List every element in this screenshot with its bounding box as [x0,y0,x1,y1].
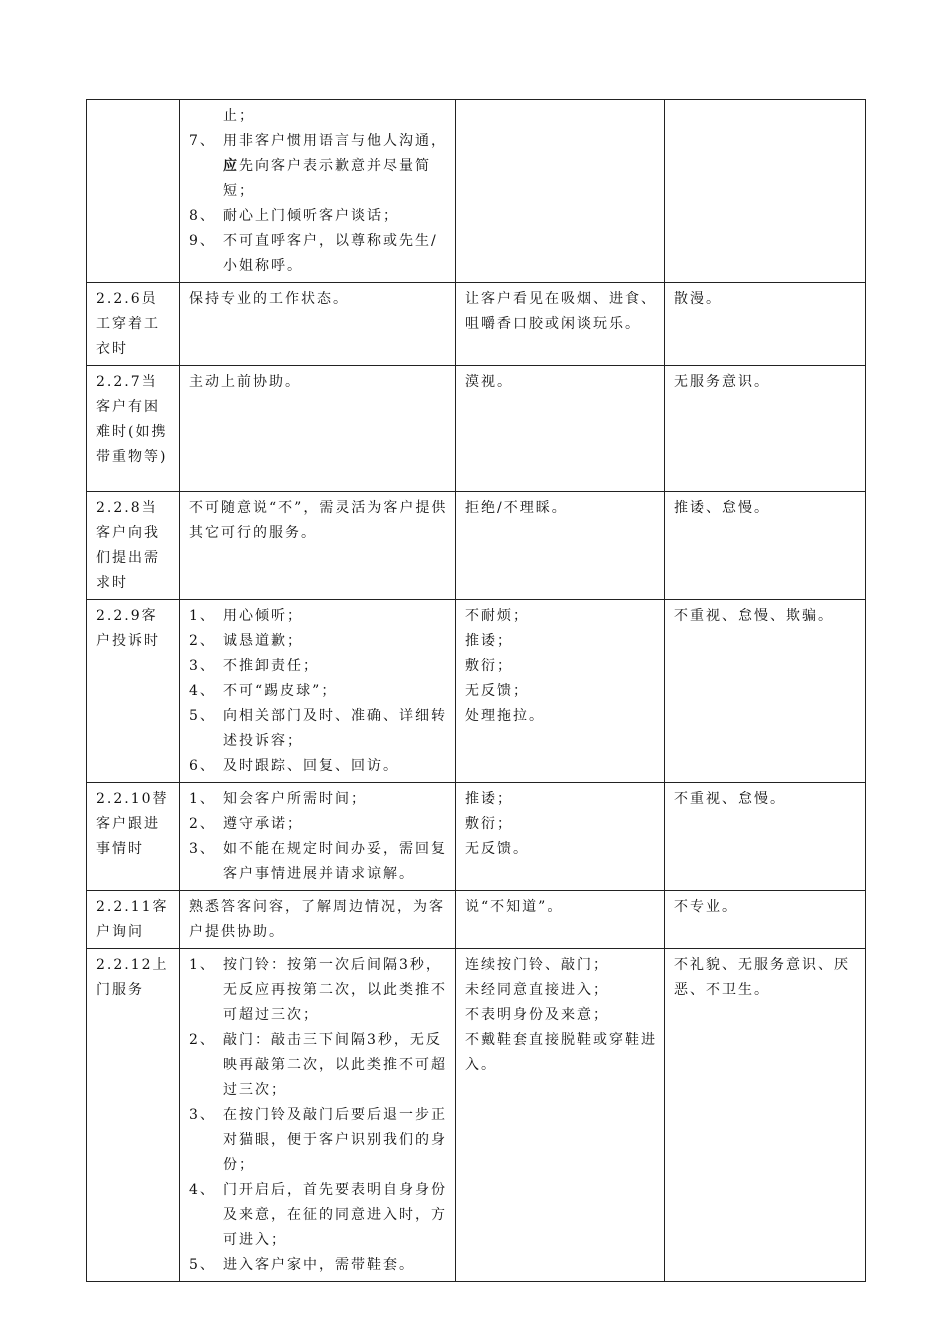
list-item: 8、 耐心上门倾听客户谈话； [189,208,399,224]
list-item: 4、 门开启后，首先要表明自身身份及来意，在征的同意进入时，方可进入； [189,1182,447,1248]
service-standards-table [86,99,866,1282]
list-item: 2、 敲门：敲击三下间隔3秒，无反映再敲第二次，以此类推不可超过三次； [189,1032,447,1098]
avoid-cell [665,100,866,283]
list-item: 3、 不推卸责任； [189,658,319,674]
emphasis-text: 应 [223,158,239,174]
scene-cell: 2.2.12上门服务 [87,949,180,1282]
dont-line: 未经同意直接进入； [465,982,609,998]
scene-cell: 2.2.10替客户跟进事情时 [87,783,180,891]
list-item: 2、 诚恳道歉； [189,633,303,649]
avoid-cell: 不重视、怠慢、欺骗。 [665,600,866,783]
dont-line: 推诿； [465,791,513,807]
dont-line: 不戴鞋套直接脱鞋或穿鞋进入。 [465,1032,657,1073]
dont-line: 推诿； [465,633,513,649]
scene-cell: 2.2.7当客户有困难时(如携带重物等) [87,366,180,492]
scene-cell: 2.2.8当客户向我们提出需求时 [87,492,180,600]
do-cell: 保持专业的工作状态。 [180,283,456,366]
list-item: 1、 知会客户所需时间； [189,791,367,807]
dont-cell [456,949,665,1282]
do-cell [180,949,456,1282]
avoid-cell: 散漫。 [665,283,866,366]
dont-line: 处理拖拉。 [465,708,545,724]
table-row [87,600,866,783]
list-item: 5、 向相关部门及时、准确、详细转述投诉容； [189,708,447,749]
do-cell [180,783,456,891]
dont-cell [456,783,665,891]
do-cell: 不可随意说“不”，需灵活为客户提供其它可行的服务。 [180,492,456,600]
avoid-cell: 无服务意识。 [665,366,866,492]
table-row [87,492,866,600]
do-cell [180,100,456,283]
dont-cell: 说“不知道”。 [456,891,665,949]
list-item: 6、 及时跟踪、回复、回访。 [189,758,399,774]
dont-cell [456,100,665,283]
avoid-cell: 不礼貌、无服务意识、厌恶、不卫生。 [665,949,866,1282]
list-item: 7、 用非客户惯用语言与他人沟通，应先向客户表示歉意并尽量简短； [189,133,447,199]
scene-cell: 2.2.6员工穿着工衣时 [87,283,180,366]
list-item: 5、 进入客户家中，需带鞋套。 [189,1257,415,1273]
list-item: 2、 遵守承诺； [189,816,303,832]
list-item: 止； [223,108,255,124]
scene-cell: 2.2.9客户投诉时 [87,600,180,783]
table-row [87,366,866,492]
dont-cell [456,600,665,783]
do-cell [180,600,456,783]
table-row [87,891,866,949]
dont-cell: 让客户看见在吸烟、进食、咀嚼香口胶或闲谈玩乐。 [456,283,665,366]
table-row [87,949,866,1282]
scene-cell [87,100,180,283]
dont-line: 不表明身份及来意； [465,1007,609,1023]
do-cell: 主动上前协助。 [180,366,456,492]
scene-cell: 2.2.11客户询问 [87,891,180,949]
dont-line: 敷衍； [465,816,513,832]
dont-cell: 漠视。 [456,366,665,492]
list-item: 1、 按门铃：按第一次后间隔3秒，无反应再按第二次，以此类推不可超过三次； [189,957,447,1023]
avoid-cell: 不专业。 [665,891,866,949]
table-row [87,100,866,283]
list-item: 3、 在按门铃及敲门后要后退一步正对猫眼，便于客户识别我们的身份； [189,1107,447,1173]
list-item: 3、 如不能在规定时间办妥，需回复客户事情进展并请求谅解。 [189,841,447,882]
list-item: 4、 不可“踢皮球”； [189,683,338,699]
avoid-cell: 不重视、怠慢。 [665,783,866,891]
dont-cell: 拒绝/不理睬。 [456,492,665,600]
table-row [87,783,866,891]
dont-line: 连续按门铃、敲门； [465,957,609,973]
dont-line: 无反馈； [465,683,529,699]
dont-line: 敷衍； [465,658,513,674]
dont-line: 无反馈。 [465,841,529,857]
dont-line: 不耐烦； [465,608,529,624]
do-cell: 熟悉答客问容，了解周边情况，为客户提供协助。 [180,891,456,949]
table-row [87,283,866,366]
list-item: 1、 用心倾听； [189,608,303,624]
list-item: 9、 不可直呼客户，以尊称或先生/小姐称呼。 [189,233,438,274]
avoid-cell: 推诿、怠慢。 [665,492,866,600]
